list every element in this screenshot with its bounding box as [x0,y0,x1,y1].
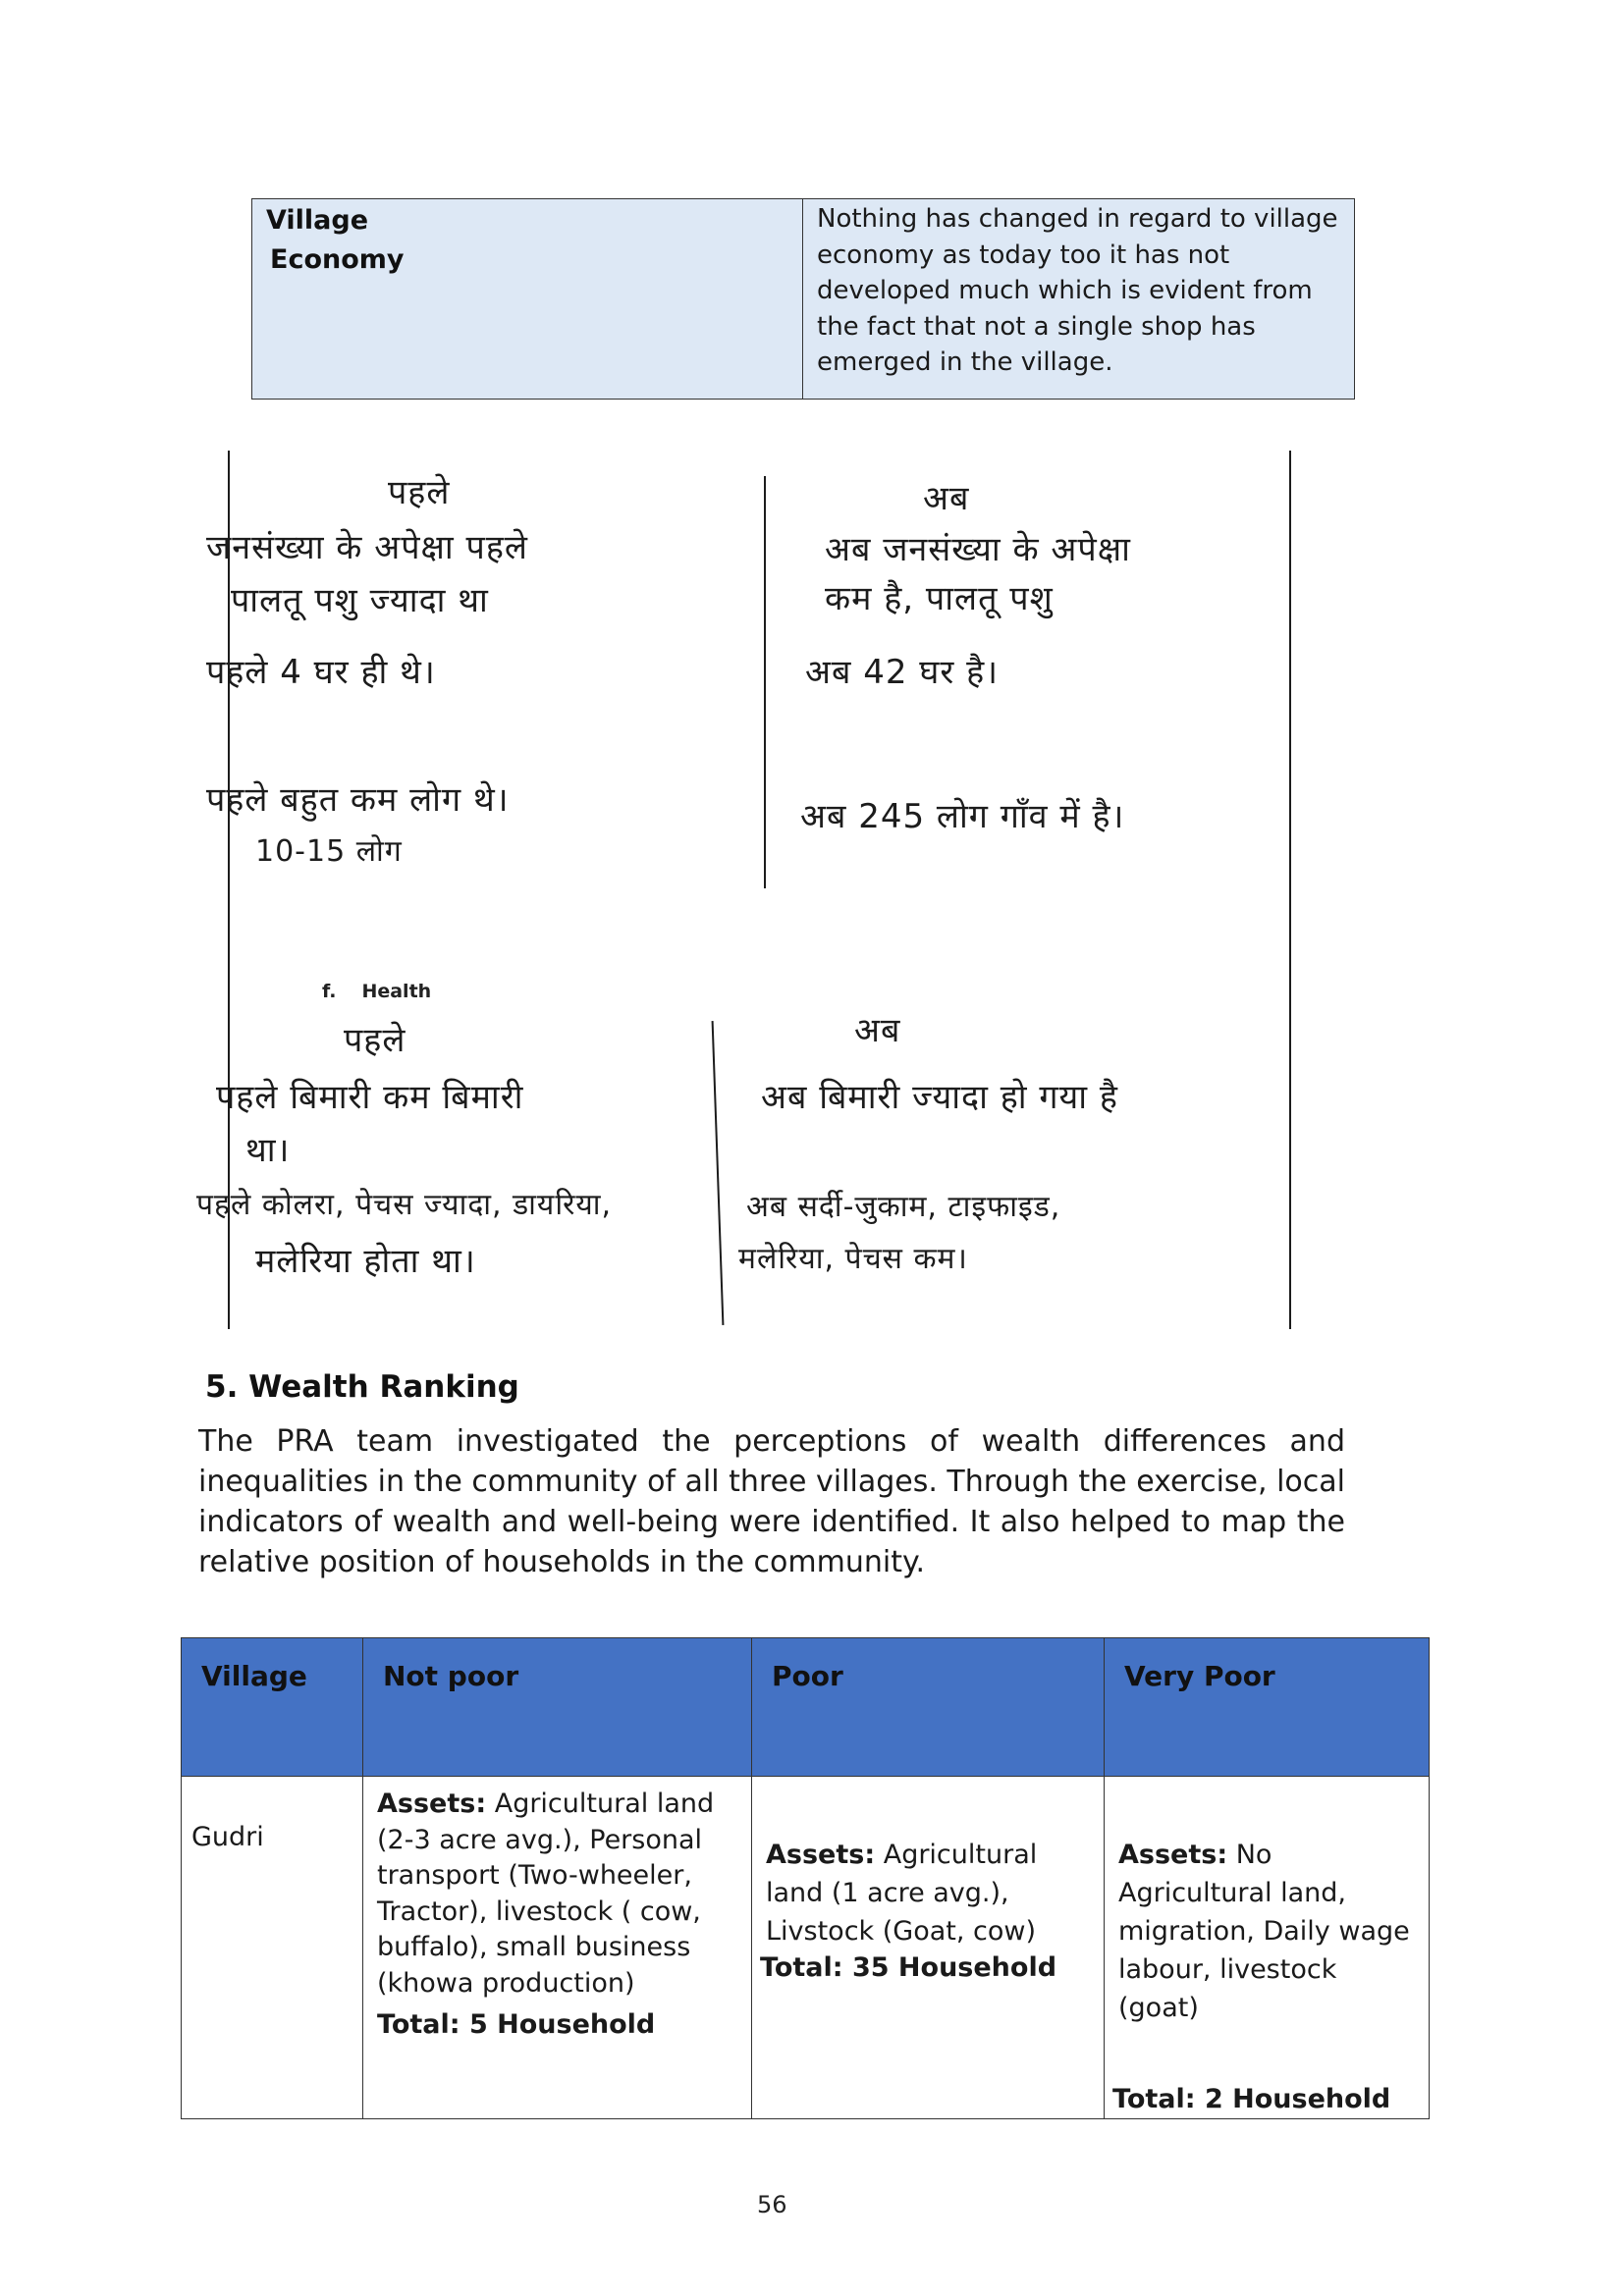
village-economy-table [251,198,1355,400]
wealth-table-header-row [182,1638,1430,1777]
page-number: 56 [757,2191,787,2218]
hw-health-left-line4: मलेरिया होता था। [255,1242,476,1281]
hw-right-row3: अब 245 लोग गाँव में है। [800,797,1125,836]
hw-health-right-heading: अब [854,1011,901,1050]
very-poor-total: Total: 2 Household [1112,2084,1391,2114]
hw-left-row2: पहले 4 घर ही थे। [206,653,436,692]
cell-not-poor [363,1777,752,2119]
hw-health-right-line2: अब सर्दी-जुकाम, टाइफाइड, [746,1190,1061,1224]
scan-divider-top [764,476,766,888]
handwritten-scan [196,447,1316,1335]
wealth-ranking-table [181,1637,1430,2119]
hw-health-left-line3: पहले कोलरा, पेचस ज्यादा, डायरिया, [196,1188,613,1222]
hw-right-row1-line2: कम है, पालतू पशु [825,579,1054,618]
not-poor-assets: Agricultural land (2-3 acre avg.), Personal transport (Two-wheeler, Tractor), livestock ( cow, buffalo), small business (khowa production) [377,1789,715,1999]
header-village: Village [182,1638,363,1777]
very-poor-assets-label: Assets: [1118,1840,1228,1870]
hw-health-right-line3: मलेरिया, पेचस कम। [738,1242,968,1276]
hw-left-row1-line2: पालतू पशु ज्यादा था [231,581,489,620]
village-economy-label-cell [252,199,803,400]
scan-right-border [1289,451,1291,1329]
not-poor-total: Total: 5 Household [377,2009,656,2040]
poor-total: Total: 35 Household [760,1952,1057,1983]
hw-health-left-line2: था। [245,1131,291,1170]
village-economy-description-cell [803,199,1355,400]
hw-left-row3-line2: 10-15 लोग [255,834,403,869]
label-village: Village [266,205,369,236]
header-poor: Poor [752,1638,1105,1777]
cell-very-poor [1105,1777,1430,2119]
cell-village: Gudri [182,1777,363,2119]
table-row [182,1777,1430,2119]
health-label [322,981,457,1002]
health-label-letter: f. [322,981,337,1002]
poor-assets: Agricultural land (1 acre avg.), Livstock (Goat, cow) [766,1840,1038,1947]
hw-right-row2: अब 42 घर है। [805,653,1000,692]
hw-health-left-line1: पहले बिमारी कम बिमारी [216,1078,524,1117]
hw-left-heading: पहले [388,473,451,512]
section-paragraph: The PRA team investigated the perceptions of wealth differences and inequalities in the community of all three villages. Through the exercise, local indicators of wealth and well-being were identified. It also helped to map the relative position of households in the community. [198,1424,1345,1579]
section-heading: 5. Wealth Ranking [205,1369,519,1405]
hw-health-left-heading: पहले [344,1021,406,1060]
poor-assets-label: Assets: [766,1840,876,1870]
label-economy: Economy [270,244,405,275]
not-poor-assets-label: Assets: [377,1789,487,1819]
health-label-word: Health [361,981,432,1002]
cell-poor [752,1777,1105,2119]
header-not-poor: Not poor [363,1638,752,1777]
header-very-poor: Very Poor [1105,1638,1430,1777]
hw-right-heading: अब [923,479,970,518]
very-poor-assets: No Agricultural land, migration, Daily wage labour, livestock (goat) [1118,1840,1410,2023]
hw-left-row1-line1: जनसंख्या के अपेक्षा पहले [206,528,528,567]
village-economy-description: Nothing has changed in regard to village economy as today too it has not developed much which is evident from the fact that not a single shop has emerged in the village. [817,204,1338,377]
hw-health-right-line1: अब बिमारी ज्यादा हो गया है [761,1078,1118,1117]
hw-right-row1-line1: अब जनसंख्या के अपेक्षा [825,530,1131,569]
scan-divider-health [712,1021,725,1325]
hw-left-row3-line1: पहले बहुत कम लोग थे। [206,780,510,820]
